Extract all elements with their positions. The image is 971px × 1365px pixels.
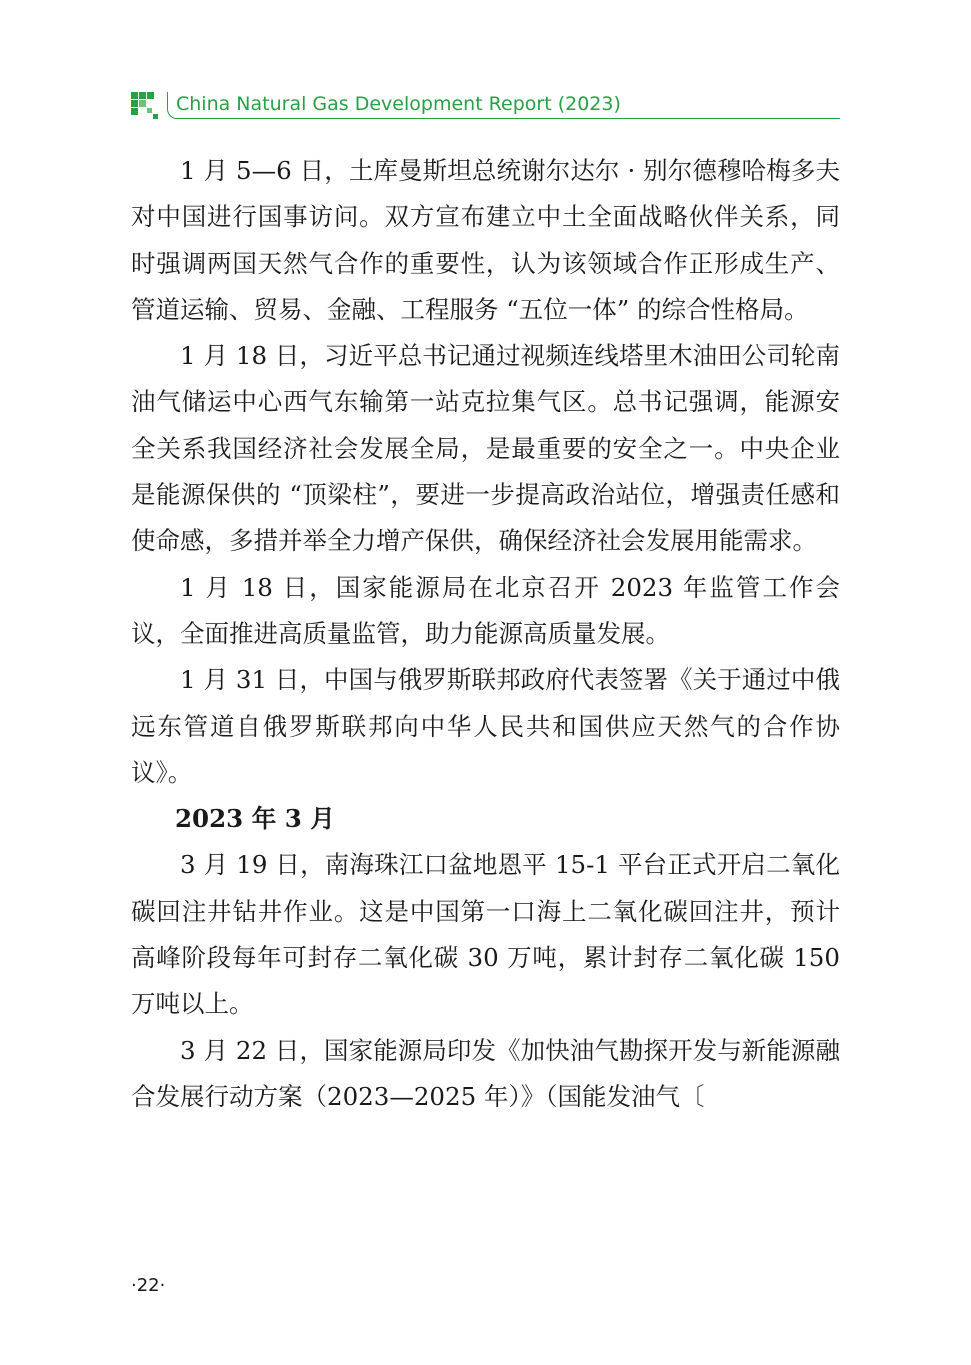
page-body xyxy=(131,148,840,1120)
paragraph-jan-31: 1 月 31 日，中国与俄罗斯联邦政府代表签署《关于通过中俄远东管道自俄罗斯联邦向中华人民共和国供应天然气的合作协议》。 xyxy=(131,665,840,787)
paragraph-jan-18-nea: 1 月 18 日，国家能源局在北京召开 2023 年监管工作会议，全面推进高质量监管，助力能源高质量发展。 xyxy=(131,572,840,648)
paragraph-mar-22: 3 月 22 日，国家能源局印发《加快油气勘探开发与新能源融合发展行动方案（2023—2025 年）》（国能发油气〔 xyxy=(131,1035,840,1111)
paragraph-jan-18-xi: 1 月 18 日，习近平总书记通过视频连线塔里木油田公司轮南油气储运中心西气东输第一站克拉集气区。总书记强调，能源安全关系我国经济社会发展全局，是最重要的安全之一。中央企业是能源保供的 “顶梁柱”，要进一步提高政治站位，增强责任感和使命感，多措并举全力增产保供，确保经济社会发展用能需求。 xyxy=(131,341,840,556)
header-title-frame xyxy=(167,92,840,119)
header-title: China Natural Gas Development Report (2023) xyxy=(176,93,621,115)
page-number: ·22· xyxy=(131,1275,166,1296)
report-logo-icon xyxy=(131,92,159,120)
page-header xyxy=(131,88,840,122)
section-heading-march: 2023 年 3 月 xyxy=(175,804,335,834)
paragraph-mar-19: 3 月 19 日，南海珠江口盆地恩平 15-1 平台正式开启二氧化碳回注井钻井作业。这是中国第一口海上二氧化碳回注井，预计高峰阶段每年可封存二氧化碳 30 万吨，累计封存二氧化碳 150 万吨以上。 xyxy=(131,850,840,1019)
paragraph-jan-5-6: 1 月 5—6 日，土库曼斯坦总统谢尔达尔 · 别尔德穆哈梅多夫对中国进行国事访问。双方宣布建立中土全面战略伙伴关系，同时强调两国天然气合作的重要性，认为该领域合作正形成生产、管道运输、贸易、金融、工程服务 “五位一体” 的综合性格局。 xyxy=(131,156,840,324)
